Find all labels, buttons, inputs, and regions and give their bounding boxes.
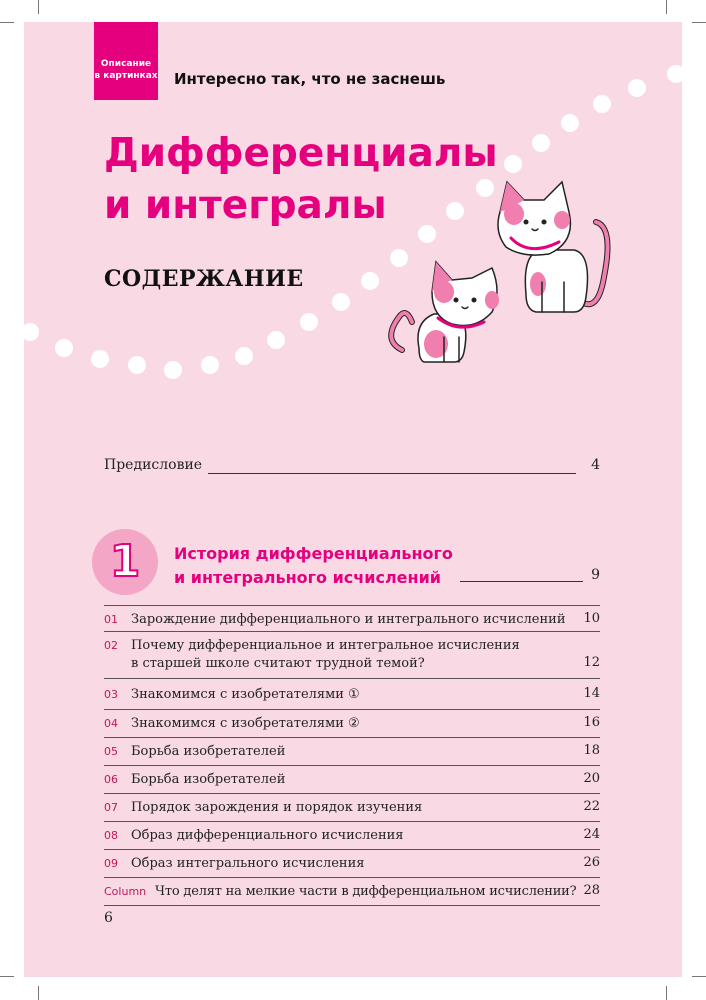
toc-item-title: Знакомимся с изобретателями ② xyxy=(131,716,360,731)
toc-item-page: 24 xyxy=(583,827,600,842)
toc-item-page: 16 xyxy=(583,715,600,730)
toc-list xyxy=(104,605,600,906)
toc-item-page: 26 xyxy=(583,855,600,870)
crop-mark xyxy=(38,0,39,14)
toc-item-number: 09 xyxy=(104,857,118,870)
contents-heading: СОДЕРЖАНИЕ xyxy=(104,266,304,292)
book-title-line2: и интегралы xyxy=(104,183,387,228)
toc-item[interactable] xyxy=(104,678,600,709)
crop-mark xyxy=(666,986,667,1000)
toc-item[interactable] xyxy=(104,821,600,849)
toc-item-title-continued: в старшей школе считают трудной темой? xyxy=(131,656,425,671)
toc-item-title: Борьба изобретателей xyxy=(131,744,286,759)
toc-item[interactable] xyxy=(104,793,600,821)
section-tab-line1: Описание xyxy=(100,59,152,69)
crop-mark xyxy=(692,976,706,977)
toc-item-column[interactable] xyxy=(104,877,600,906)
toc-item-number: 05 xyxy=(104,745,118,758)
toc-item-page: 20 xyxy=(583,771,600,786)
toc-item-title: Образ интегрального исчисления xyxy=(131,856,365,871)
chapter-title-line1: История дифференциального xyxy=(174,544,453,563)
crop-mark xyxy=(0,976,14,977)
chapter-number: 1 xyxy=(109,536,141,587)
crop-mark xyxy=(0,22,14,23)
toc-preface-label: Предисловие xyxy=(104,457,203,473)
page-number: 6 xyxy=(104,910,113,926)
crop-mark xyxy=(38,986,39,1000)
crop-mark xyxy=(692,22,706,23)
toc-item-number: 01 xyxy=(104,613,118,626)
toc-item-page: 12 xyxy=(583,655,600,670)
crop-mark xyxy=(666,0,667,14)
toc-preface-page: 4 xyxy=(591,457,600,473)
toc-item-page: 10 xyxy=(583,611,600,626)
book-title-line1: Дифференциалы xyxy=(104,131,498,176)
toc-preface[interactable] xyxy=(104,457,600,479)
cat-upper-illustration xyxy=(498,182,608,312)
toc-item-number: 04 xyxy=(104,717,118,730)
toc-item-title: Образ дифференциального исчисления xyxy=(131,828,404,843)
book-page xyxy=(24,22,682,977)
toc-item-number: 02 xyxy=(104,639,118,652)
chapter-title-line2: и интегрального исчислений xyxy=(174,568,442,587)
series-subtitle: Интересно так, что не заснешь xyxy=(174,70,446,88)
cat-lower-illustration xyxy=(391,262,499,362)
toc-item-number: 07 xyxy=(104,801,118,814)
toc-leader-line xyxy=(208,473,576,474)
toc-item-number: 06 xyxy=(104,773,118,786)
toc-item[interactable] xyxy=(104,709,600,737)
toc-item[interactable] xyxy=(104,737,600,765)
toc-item-title: Порядок зарождения и порядок изучения xyxy=(131,800,423,815)
cats-illustration xyxy=(364,172,614,422)
toc-item[interactable] xyxy=(104,765,600,793)
toc-item-number: 08 xyxy=(104,829,118,842)
toc-item-number: 03 xyxy=(104,688,118,701)
toc-item-title: Знакомимся с изобретателями ① xyxy=(131,687,360,702)
chapter-title[interactable] xyxy=(174,542,453,590)
toc-item-number: Column xyxy=(104,885,147,898)
toc-leader-line xyxy=(460,581,583,582)
section-tab xyxy=(94,22,158,100)
toc-item-page: 22 xyxy=(583,799,600,814)
toc-item-page: 28 xyxy=(583,883,600,898)
section-tab-line2: в картинках xyxy=(94,71,158,81)
chapter-page: 9 xyxy=(591,567,600,583)
toc-item[interactable] xyxy=(104,849,600,877)
toc-item[interactable] xyxy=(104,605,600,631)
toc-item-page: 14 xyxy=(583,686,600,701)
toc-item-title: Что делят на мелкие части в дифференциальном исчислении? xyxy=(155,884,577,899)
toc-item-page: 18 xyxy=(583,743,600,758)
toc-item-title: Борьба изобретателей xyxy=(131,772,286,787)
toc-item[interactable] xyxy=(104,631,600,678)
toc-item-title: Почему дифференциальное и интегральное исчисления xyxy=(131,638,520,653)
toc-item-title: Зарождение дифференциального и интегрального исчислений xyxy=(131,612,566,627)
